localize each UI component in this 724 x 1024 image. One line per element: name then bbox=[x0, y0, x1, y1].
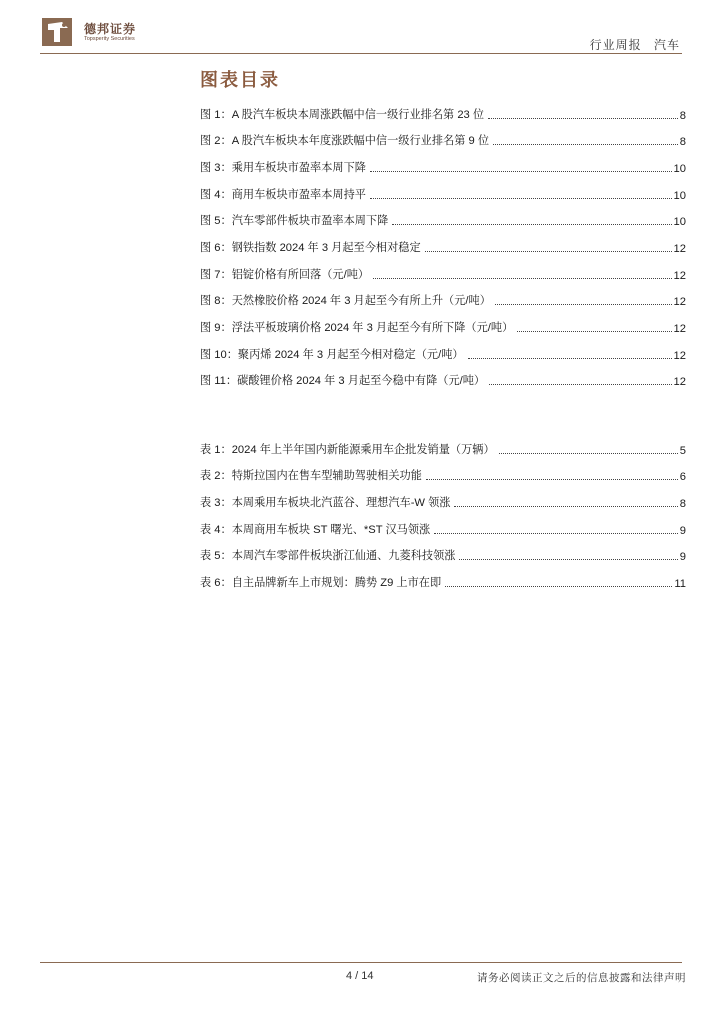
toc-entry[interactable] bbox=[200, 467, 686, 483]
toc-entry-page: 8 bbox=[679, 498, 686, 510]
toc-entry-label: 表 4：本周商用车板块 ST 曙光、*ST 汉马领涨 bbox=[200, 524, 431, 536]
toc-entry-label: 表 2：特斯拉国内在售车型辅助驾驶相关功能 bbox=[200, 470, 422, 482]
leader-dots bbox=[370, 197, 672, 199]
report-sector: 汽车 bbox=[653, 38, 680, 52]
toc-entry-page: 9 bbox=[679, 551, 686, 563]
report-type: 行业周报 bbox=[589, 38, 642, 52]
toc-entry-label: 图 7：铝锭价格有所回落（元/吨） bbox=[200, 269, 370, 281]
leader-dots bbox=[426, 478, 678, 480]
section-title: 图表目录 bbox=[200, 70, 280, 90]
toc-entry-label: 图 3：乘用车板块市盈率本周下降 bbox=[200, 162, 366, 174]
toc-entry-label: 图 8：天然橡胶价格 2024 年 3 月起至今有所上升（元/吨） bbox=[200, 295, 491, 307]
leader-dots bbox=[499, 452, 678, 454]
toc-entry-page: 12 bbox=[673, 323, 686, 335]
toc-entry[interactable] bbox=[200, 547, 686, 563]
brand-logo-icon bbox=[40, 14, 76, 50]
leader-dots bbox=[468, 357, 672, 359]
toc-entry-label: 图 6：钢铁指数 2024 年 3 月起至今相对稳定 bbox=[200, 242, 421, 254]
toc-entry[interactable] bbox=[200, 319, 686, 335]
toc-entry-label: 图 4：商用车板块市盈率本周持平 bbox=[200, 189, 366, 201]
toc-entry[interactable] bbox=[200, 106, 686, 122]
toc-entry[interactable] bbox=[200, 346, 686, 362]
toc-entry[interactable] bbox=[200, 372, 686, 388]
toc-entry-label: 图 2：A 股汽车板块本年度涨跌幅中信一级行业排名第 9 位 bbox=[200, 135, 490, 147]
leader-dots bbox=[517, 330, 671, 332]
toc-entry[interactable] bbox=[200, 186, 686, 202]
toc-entry[interactable] bbox=[200, 574, 686, 590]
toc-entry-page: 9 bbox=[679, 525, 686, 537]
brand-name: 德邦证券 bbox=[84, 22, 137, 36]
toc-entry-page: 12 bbox=[673, 296, 686, 308]
toc-entry[interactable] bbox=[200, 292, 686, 308]
toc-entry-label: 图 10：聚丙烯 2024 年 3 月起至今相对稳定（元/吨） bbox=[200, 349, 464, 361]
leader-dots bbox=[459, 558, 677, 560]
toc-entry-page: 11 bbox=[674, 578, 686, 590]
toc-entry[interactable] bbox=[200, 266, 686, 282]
toc-entry-label: 图 1：A 股汽车板块本周涨跌幅中信一级行业排名第 23 位 bbox=[200, 109, 485, 121]
toc-entry-page: 6 bbox=[679, 471, 686, 483]
footer-divider bbox=[40, 962, 682, 963]
legal-disclaimer: 请务必阅读正文之后的信息披露和法律声明 bbox=[477, 972, 686, 984]
brand-name-english: Topsperity Securities bbox=[84, 36, 135, 42]
leader-dots bbox=[370, 170, 672, 172]
page-header bbox=[40, 14, 680, 54]
page-number: 4 / 14 bbox=[346, 970, 374, 982]
leader-dots bbox=[488, 117, 678, 119]
toc-entry-page: 12 bbox=[673, 243, 686, 255]
leader-dots bbox=[454, 505, 677, 507]
leader-dots bbox=[445, 585, 672, 587]
toc-entry-label: 表 5：本周汽车零部件板块浙江仙通、九菱科技领涨 bbox=[200, 550, 456, 562]
toc-entry[interactable] bbox=[200, 159, 686, 175]
toc-entry-page: 5 bbox=[679, 445, 686, 457]
toc-entry-page: 10 bbox=[673, 163, 686, 175]
leader-dots bbox=[489, 383, 671, 385]
toc-entry[interactable] bbox=[200, 212, 686, 228]
toc-entry-page: 8 bbox=[679, 136, 686, 148]
toc-entry-label: 表 3：本周乘用车板块北汽蓝谷、理想汽车-W 领涨 bbox=[200, 497, 451, 509]
toc-entry[interactable] bbox=[200, 441, 686, 457]
toc-entry-page: 10 bbox=[673, 190, 686, 202]
leader-dots bbox=[373, 277, 671, 279]
toc-entry[interactable] bbox=[200, 521, 686, 537]
leader-dots bbox=[493, 143, 678, 145]
toc-entry-label: 表 1：2024 年上半年国内新能源乘用车企批发销量（万辆） bbox=[200, 444, 495, 456]
toc-entry[interactable] bbox=[200, 494, 686, 510]
report-category bbox=[582, 36, 680, 53]
toc-entry[interactable] bbox=[200, 239, 686, 255]
toc-entry-page: 12 bbox=[673, 270, 686, 282]
toc-entry-label: 图 11：碳酸锂价格 2024 年 3 月起至今稳中有降（元/吨） bbox=[200, 375, 486, 387]
leader-dots bbox=[434, 532, 678, 534]
toc-entry-page: 8 bbox=[679, 110, 686, 122]
leader-dots bbox=[425, 250, 672, 252]
toc-entry-page: 12 bbox=[673, 376, 686, 388]
toc-entry-page: 12 bbox=[673, 350, 686, 362]
leader-dots bbox=[392, 223, 671, 225]
header-divider bbox=[40, 53, 682, 54]
toc-entry-label: 图 9：浮法平板玻璃价格 2024 年 3 月起至今有所下降（元/吨） bbox=[200, 322, 514, 334]
leader-dots bbox=[495, 303, 672, 305]
toc-entry-label: 图 5：汽车零部件板块市盈率本周下降 bbox=[200, 215, 389, 227]
toc-entry[interactable] bbox=[200, 132, 686, 148]
toc-entry-label: 表 6：自主品牌新车上市规划：腾势 Z9 上市在即 bbox=[200, 577, 442, 589]
toc-entry-page: 10 bbox=[673, 216, 686, 228]
